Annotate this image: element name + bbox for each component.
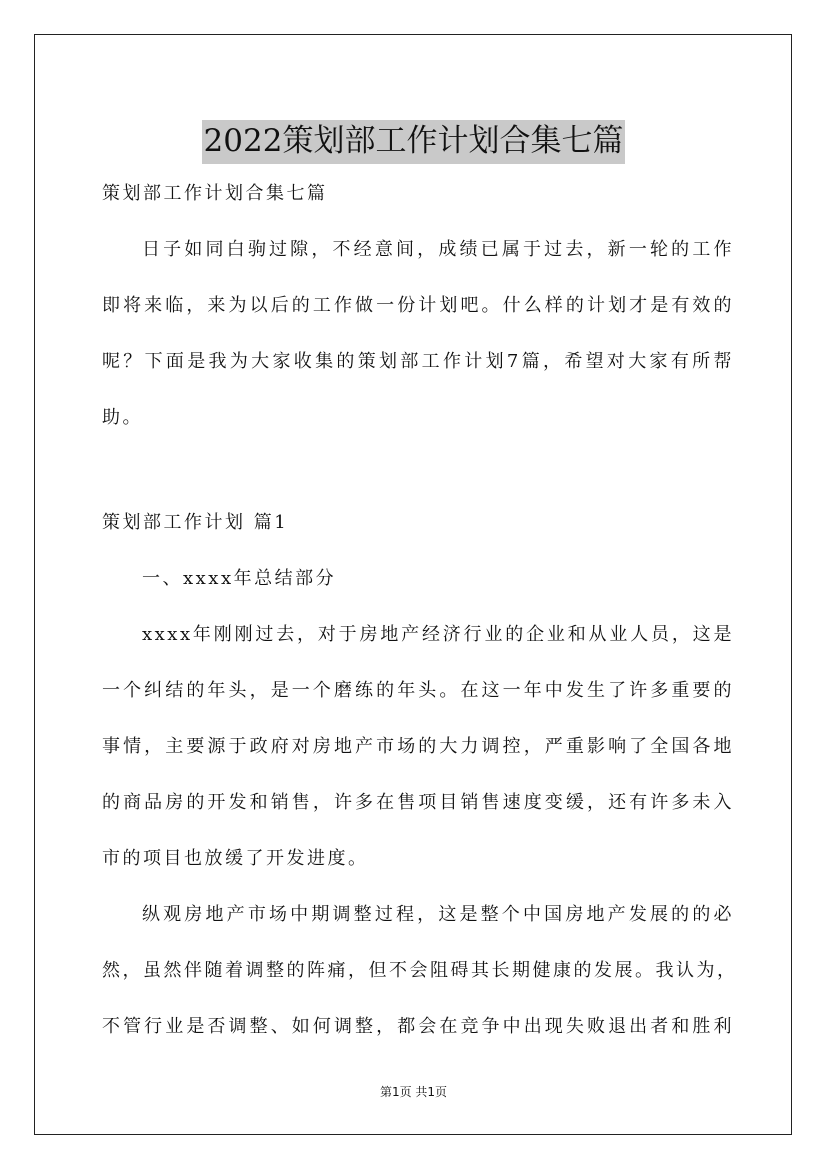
paragraph1-line-1: xxxx年刚刚过去，对于房地产经济行业的企业和从业人员，这是 xyxy=(142,624,734,645)
document-body xyxy=(102,172,738,1061)
paragraph2-line-3: 不管行业是否调整、如何调整，都会在竞争中出现失败退出者和胜利 xyxy=(102,1016,734,1037)
paragraph1-line-4: 的商品房的开发和销售，许多在售项目销售速度变缓，还有许多未入 xyxy=(102,792,734,813)
intro-line-1: 日子如同白驹过隙，不经意间，成绩已属于过去，新一轮的工作 xyxy=(142,239,734,260)
paragraph2-line-2: 然，虽然伴随着调整的阵痛，但不会阻碍其长期健康的发展。我认为， xyxy=(102,960,738,981)
paragraph1-line-3: 事情，主要源于政府对房地产市场的大力调控，严重影响了全国各地 xyxy=(102,736,734,757)
paragraph1-line-2: 一个纠结的年头，是一个磨练的年头。在这一年中发生了许多重要的 xyxy=(102,680,734,701)
document-subtitle: 策划部工作计划合集七篇 xyxy=(102,183,328,204)
page-footer: 第1页 共1页 xyxy=(379,1085,448,1099)
section-spacer xyxy=(102,452,734,501)
paragraph1-line-5: 市的项目也放缓了开发进度。 xyxy=(102,848,369,869)
intro-line-2: 即将来临，来为以后的工作做一份计划吧。什么样的计划才是有效的 xyxy=(102,295,734,316)
intro-line-4: 助。 xyxy=(102,407,143,428)
section-heading: 策划部工作计划 篇1 xyxy=(102,512,289,533)
subsection-heading: 一、xxxx年总结部分 xyxy=(142,568,337,589)
paragraph2-line-1: 纵观房地产市场中期调整过程，这是整个中国房地产发展的的必 xyxy=(142,904,734,925)
document-title: 2022策划部工作计划合集七篇 xyxy=(202,120,626,164)
intro-line-3: 呢？下面是我为大家收集的策划部工作计划7篇，希望对大家有所帮 xyxy=(102,351,734,372)
